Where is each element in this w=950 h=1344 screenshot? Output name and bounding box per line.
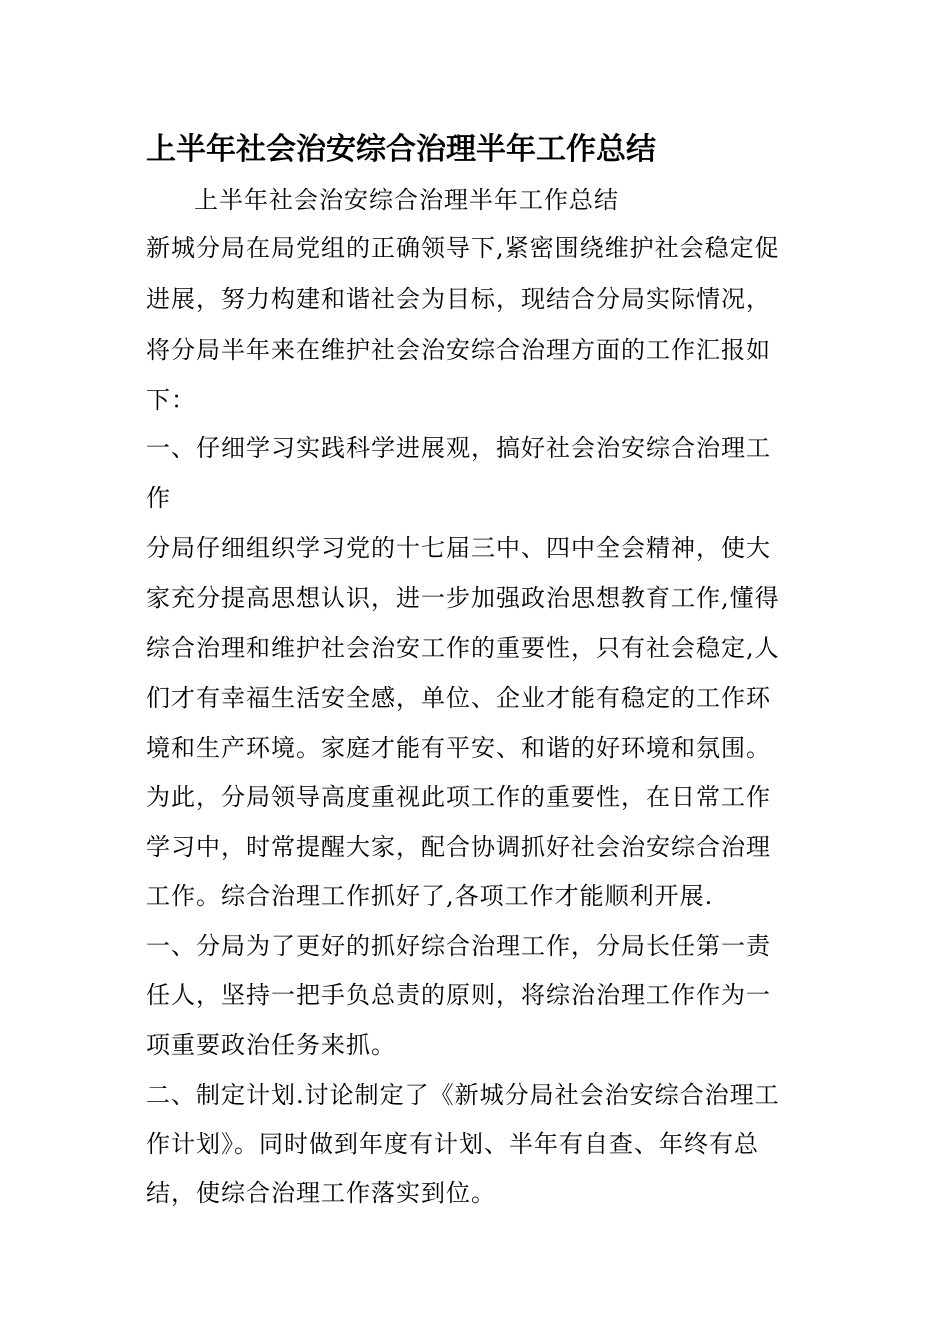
text-line: 为此，分局领导高度重视此项工作的重要性，在日常工作 xyxy=(146,783,771,811)
text-line: 将分局半年来在维护社会治安综合治理方面的工作汇报如 xyxy=(146,336,771,364)
section-heading-line: 作 xyxy=(146,484,171,512)
text-line: 境和生产环境。家庭才能有平安、和谐的好环境和氛围。 xyxy=(146,734,771,762)
text-line: 家充分提高思想认识，进一步加强政治思想教育工作,懂得 xyxy=(146,584,780,612)
text-line: 一、分局为了更好的抓好综合治理工作，分局长任第一责 xyxy=(146,932,771,960)
text-line: 作计划》。同时做到年度有计划、半年有自查、年终有总 xyxy=(146,1130,759,1158)
text-line: 们才有幸福生活安全感，单位、企业才能有稳定的工作环 xyxy=(146,684,771,712)
subtitle-line: 上半年社会治安综合治理半年工作总结 xyxy=(194,186,619,214)
text-line: 项重要政治任务来抓。 xyxy=(146,1031,396,1059)
text-line: 进展，努力构建和谐社会为目标，现结合分局实际情况， xyxy=(146,285,771,313)
document-title: 上半年社会治安综合治理半年工作总结 xyxy=(146,132,656,167)
text-line: 任人，坚持一把手负总责的原则，将综治治理工作作为一 xyxy=(146,981,771,1009)
text-line: 综合治理和维护社会治安工作的重要性，只有社会稳定,人 xyxy=(146,634,780,662)
text-line: 工作。综合治理工作抓好了,各项工作才能顺利开展. xyxy=(146,882,714,910)
text-line: 二、制定计划.讨论制定了《新城分局社会治安综合治理工 xyxy=(146,1081,780,1109)
section-heading-line: 一、仔细学习实践科学进展观，搞好社会治安综合治理工 xyxy=(146,434,771,462)
text-line: 分局仔细组织学习党的十七届三中、四中全会精神，使大 xyxy=(146,534,771,562)
text-line: 新城分局在局党组的正确领导下,紧密围绕维护社会稳定促 xyxy=(146,234,780,262)
text-line: 学习中，时常提醒大家，配合协调抓好社会治安综合治理 xyxy=(146,833,771,861)
text-line: 下： xyxy=(146,386,196,414)
text-line: 结，使综合治理工作落实到位。 xyxy=(146,1179,496,1207)
